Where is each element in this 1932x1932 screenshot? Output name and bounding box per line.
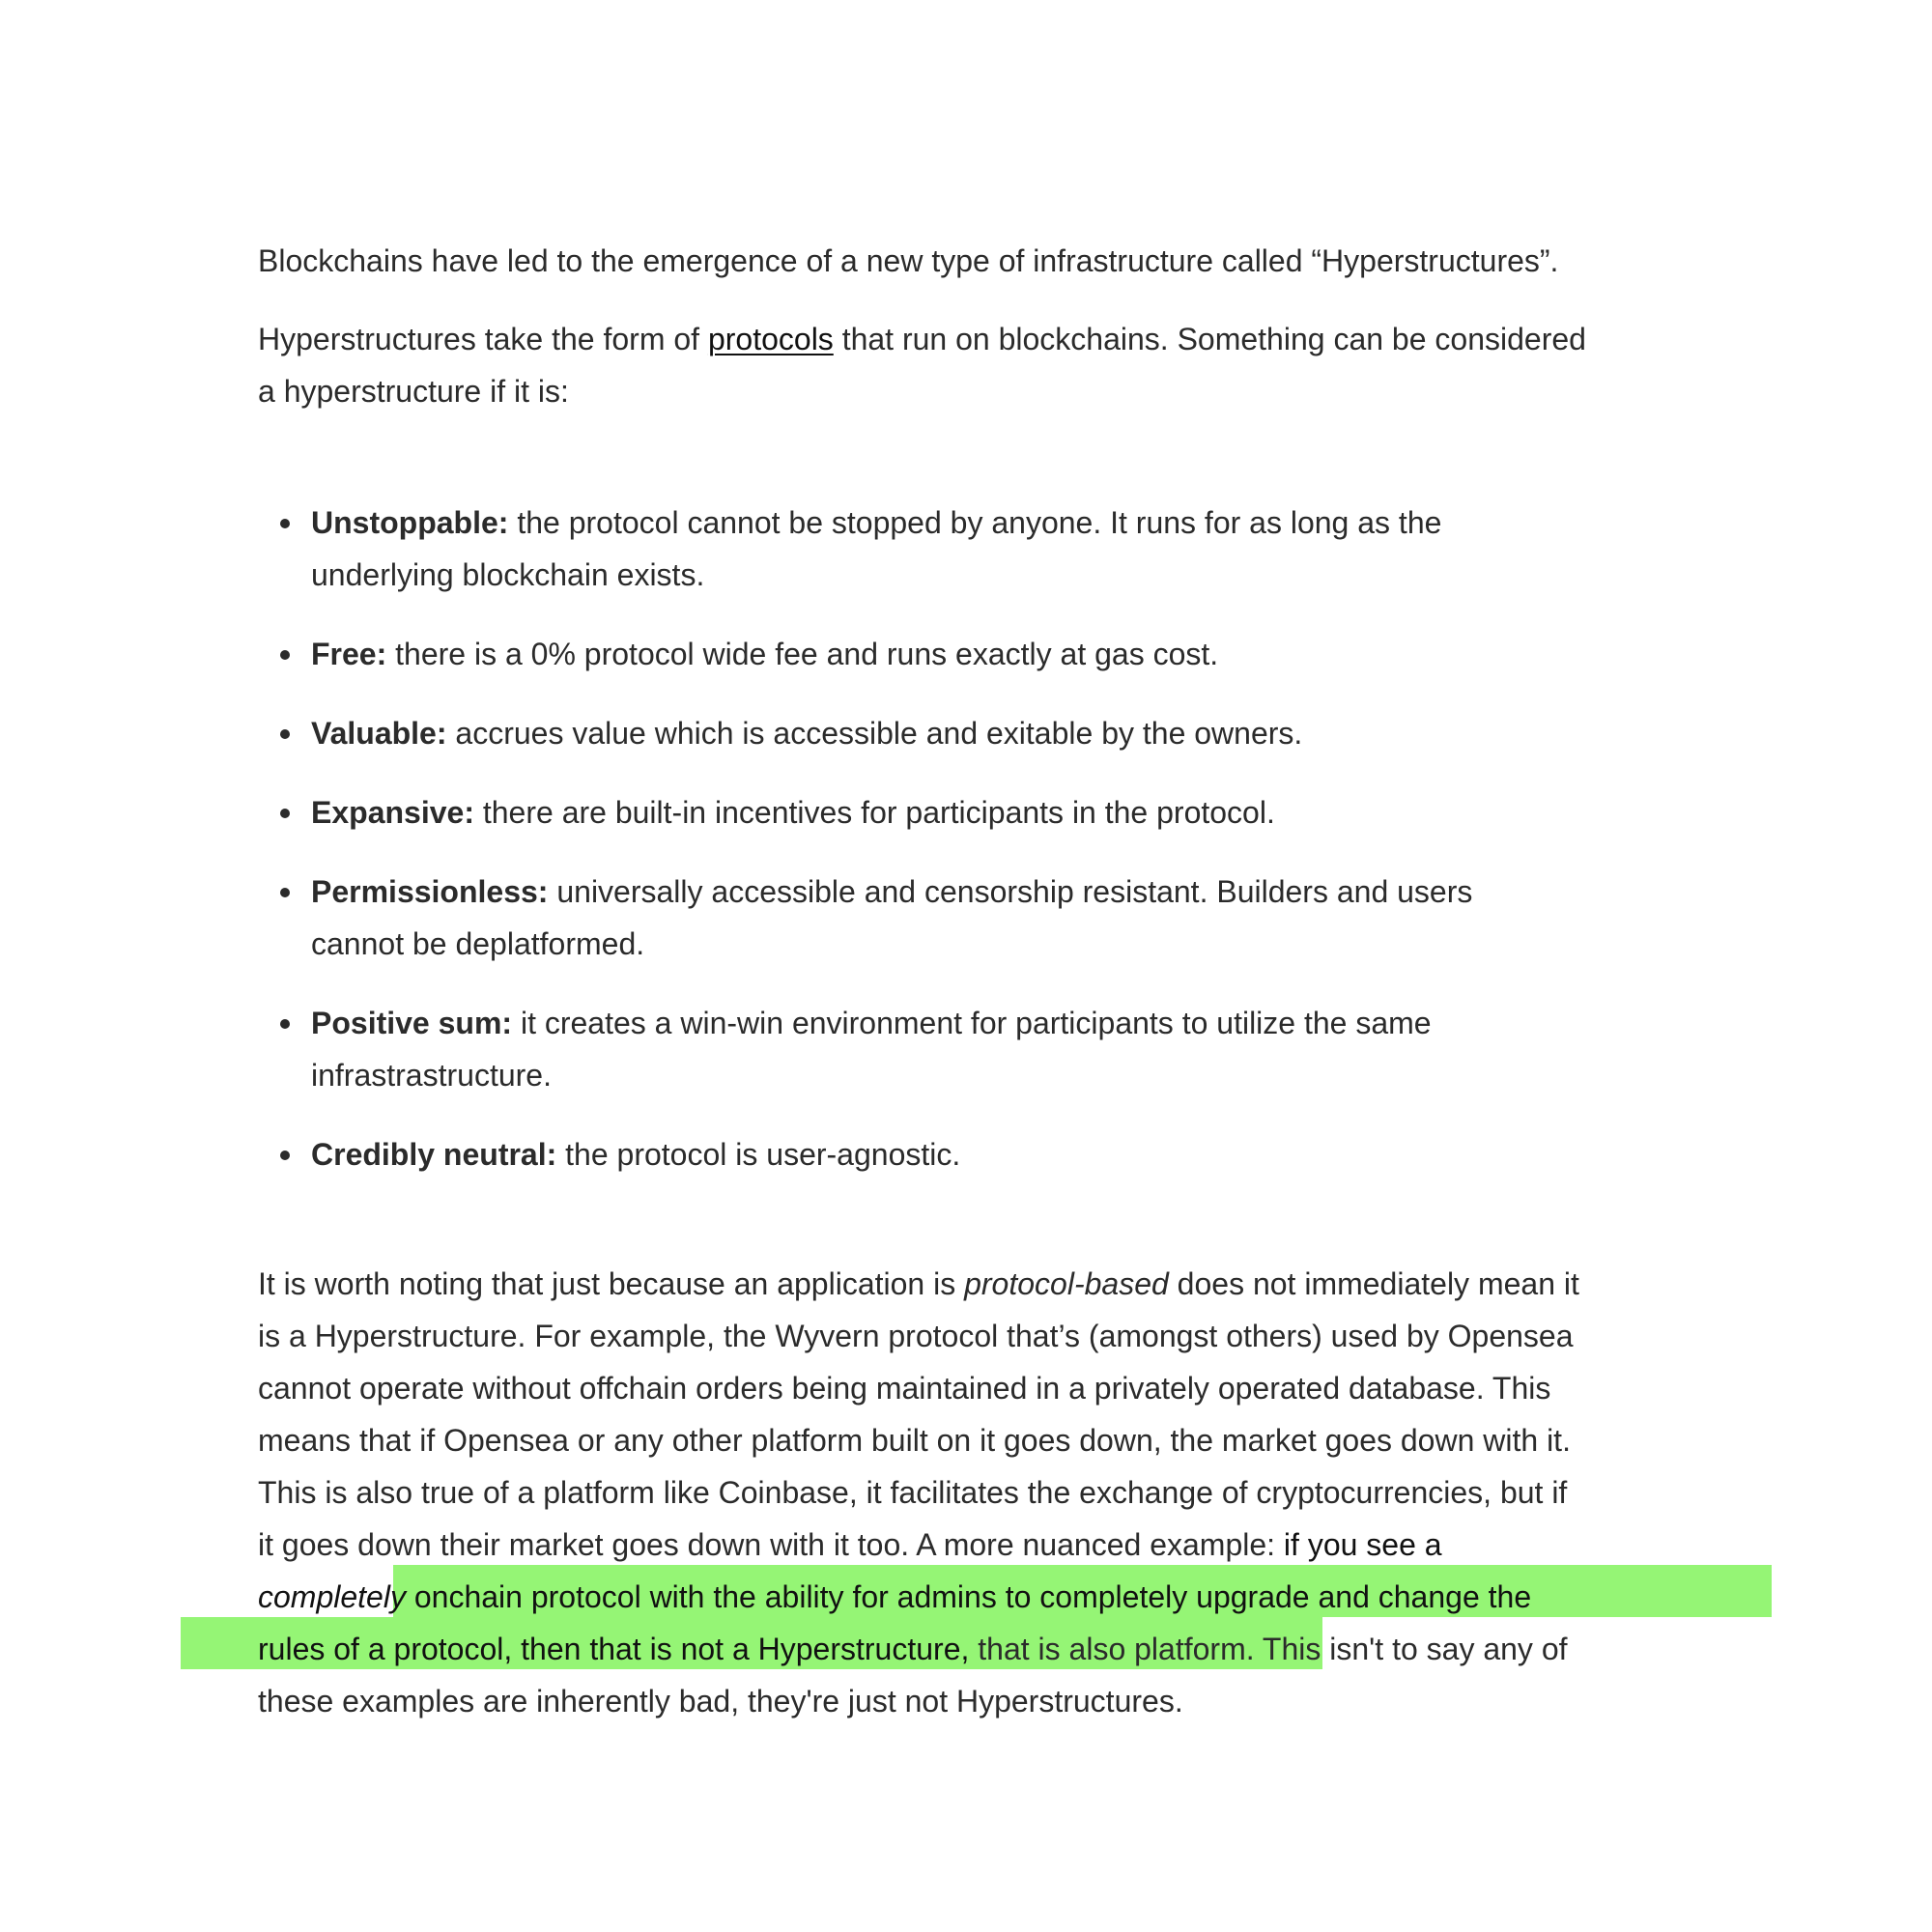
property-description: the protocol cannot be stopped by anyone. It runs for as long as the underlying blockchain exists. xyxy=(311,505,1442,592)
list-item-free xyxy=(311,628,1591,680)
property-description: it creates a win-win environment for participants to utilize the same infrastrastructure. xyxy=(311,1006,1432,1093)
bullet-icon xyxy=(280,650,290,660)
property-term: Positive sum: xyxy=(311,1006,513,1040)
property-description: there are built-in incentives for participants in the protocol. xyxy=(473,795,1275,830)
highlighted-emphasis: completely xyxy=(258,1579,406,1614)
bullet-icon xyxy=(280,1151,290,1160)
definition-paragraph xyxy=(258,313,1591,417)
definition-text-after: that run on blockchains. Something can be considered a hyperstructure if it is: xyxy=(258,322,1586,409)
hyperstructure-properties-list xyxy=(258,497,1591,1180)
list-item-expansive xyxy=(311,786,1591,838)
property-term: Valuable: xyxy=(311,716,447,751)
caveat-text-2: does not immediately mean it is a Hyperstructure. For example, the Wyvern protocol that’s (amongst others) used by Opensea cannot operate without offchain orders being maintained in a privately operated database. This means that if Opensea or any other platform built on it goes down, the market goes down with it. This is also true of a platform like Coinbase, it facilitates the exchange of cryptocurrencies, but if it goes down their market goes down with it too. A more nuanced example: xyxy=(258,1266,1579,1562)
highlighted-text-2: onchain protocol with the ability for admins to completely upgrade and change the rules of a protocol, then that is not a Hyperstructure, xyxy=(258,1579,1532,1666)
property-description: the protocol is user-agnostic. xyxy=(556,1137,961,1172)
article-body xyxy=(258,235,1591,1753)
property-term: Free: xyxy=(311,637,387,671)
property-term: Credibly neutral: xyxy=(311,1137,557,1172)
list-item-positive-sum xyxy=(311,997,1591,1101)
property-term: Permissionless: xyxy=(311,874,549,909)
caveat-emphasis: protocol-based xyxy=(964,1266,1169,1301)
highlighted-text-1: if you see a xyxy=(1283,1527,1442,1562)
intro-paragraph: Blockchains have led to the emergence of a new type of infrastructure called “Hyperstructures”. xyxy=(258,243,1559,278)
list-item-unstoppable xyxy=(311,497,1591,601)
bullet-icon xyxy=(280,888,290,897)
definition-text-before: Hyperstructures take the form of xyxy=(258,322,708,356)
bullet-icon xyxy=(280,519,290,528)
bullet-icon xyxy=(280,729,290,739)
list-item-permissionless xyxy=(311,866,1591,970)
protocols-link[interactable]: protocols xyxy=(707,322,834,356)
list-item-credibly-neutral xyxy=(311,1128,1591,1180)
property-term: Expansive: xyxy=(311,795,474,830)
bullet-icon xyxy=(280,809,290,818)
property-description: accrues value which is accessible and exitable by the owners. xyxy=(446,716,1303,751)
caveat-text-3: that is also platform. This isn't to say any of these examples are inherently bad, they're just not Hyperstructures. xyxy=(258,1632,1568,1719)
caveat-text-1: It is worth noting that just because an application is xyxy=(258,1266,965,1301)
property-description: universally accessible and censorship resistant. Builders and users cannot be deplatformed. xyxy=(311,874,1473,961)
caveat-paragraph xyxy=(258,1258,1591,1727)
list-item-valuable xyxy=(311,707,1591,759)
property-term: Unstoppable: xyxy=(311,505,509,540)
property-description: there is a 0% protocol wide fee and runs exactly at gas cost. xyxy=(386,637,1219,671)
bullet-icon xyxy=(280,1019,290,1029)
